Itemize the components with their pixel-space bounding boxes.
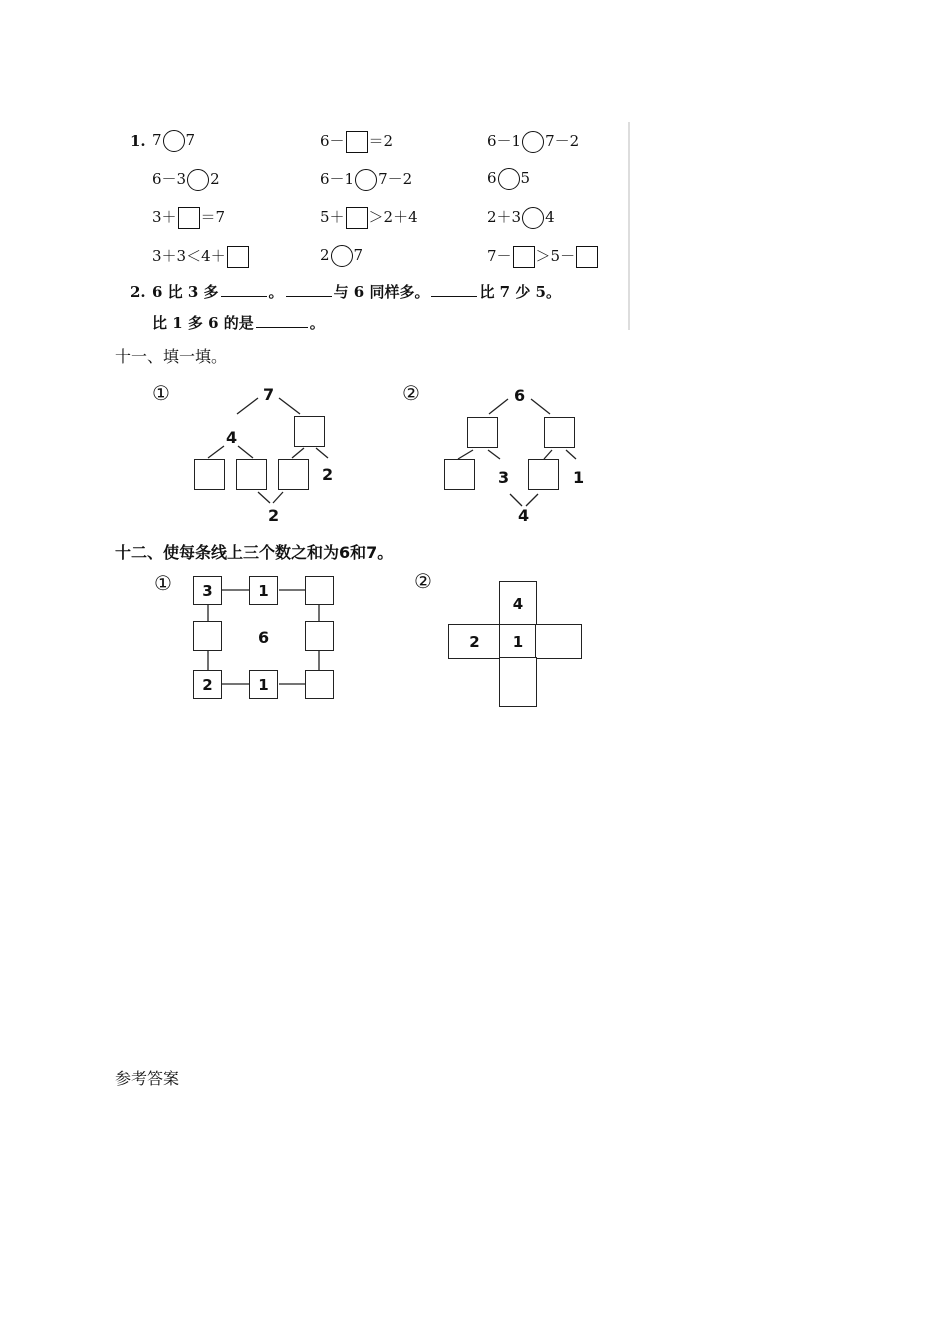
tree-top-number: 6	[514, 386, 526, 405]
q1-item: 3＋3＜4＋	[152, 245, 250, 268]
q1-item: 2＋3 4	[487, 206, 555, 229]
tree-middle-number: 3	[498, 468, 510, 487]
q1-item: 6－ ＝2	[320, 130, 393, 153]
q1-item: 7 7	[152, 130, 195, 152]
puzzle-1-mark: ①	[154, 571, 172, 595]
answer-box[interactable]	[236, 459, 267, 490]
number-box: 3	[193, 576, 222, 605]
puzzle-2-mark: ②	[414, 569, 432, 593]
number-box: 1	[499, 624, 537, 659]
answer-box[interactable]	[194, 459, 225, 490]
answer-box[interactable]	[544, 417, 575, 448]
puzzle-2-mark: ②	[402, 381, 420, 405]
answer-box[interactable]	[499, 657, 537, 707]
section12-heading: 十二、使每条线上三个数之和为6和7。	[115, 543, 394, 562]
number-box: 2	[448, 624, 501, 659]
q2-line2: 比 1 多 6 的是 。	[152, 314, 325, 332]
tree-top-number: 7	[263, 385, 275, 404]
tree-bottom-number: 4	[518, 506, 530, 525]
q1-item: 6－1 7－2	[487, 130, 579, 153]
answer-box[interactable]	[535, 624, 582, 659]
answer-box[interactable]	[278, 459, 309, 490]
number-box: 2	[193, 670, 222, 699]
q1-label: 1.	[130, 132, 146, 150]
section11-heading: 十一、填一填。	[115, 347, 228, 366]
q1-item: 3＋ ＝7	[152, 206, 225, 229]
q1-item: 6 5	[487, 168, 530, 190]
number-box: 1	[249, 670, 278, 699]
answer-box[interactable]	[305, 670, 334, 699]
answer-box[interactable]	[444, 459, 475, 490]
answer-box[interactable]	[305, 576, 334, 605]
q2-line1: 6 比 3 多 。 与 6 同样多。 比 7 少 5。	[152, 283, 561, 301]
puzzle-1-mark: ①	[152, 381, 170, 405]
answer-box[interactable]	[294, 416, 325, 447]
q1-item: 7－ ＞5－	[487, 245, 599, 268]
ring-center-number: 6	[258, 628, 270, 647]
q1-item: 6－1 7－2	[320, 168, 412, 191]
tree-bottom-number: 2	[268, 506, 280, 525]
number-box: 4	[499, 581, 537, 626]
number-box: 1	[249, 576, 278, 605]
tree-left-number: 4	[226, 428, 238, 447]
answer-box[interactable]	[528, 459, 559, 490]
answer-box[interactable]	[305, 621, 334, 651]
q1-item: 5＋ ＞2＋4	[320, 206, 418, 229]
tree-right-number: 1	[573, 468, 585, 487]
tree-right-number: 2	[322, 465, 334, 484]
q1-item: 6－3 2	[152, 168, 220, 191]
q2-label: 2.	[130, 283, 146, 301]
answers-heading: 参考答案	[115, 1069, 180, 1088]
answer-box[interactable]	[193, 621, 222, 651]
answer-box[interactable]	[467, 417, 498, 448]
q1-item: 2 7	[320, 245, 363, 267]
